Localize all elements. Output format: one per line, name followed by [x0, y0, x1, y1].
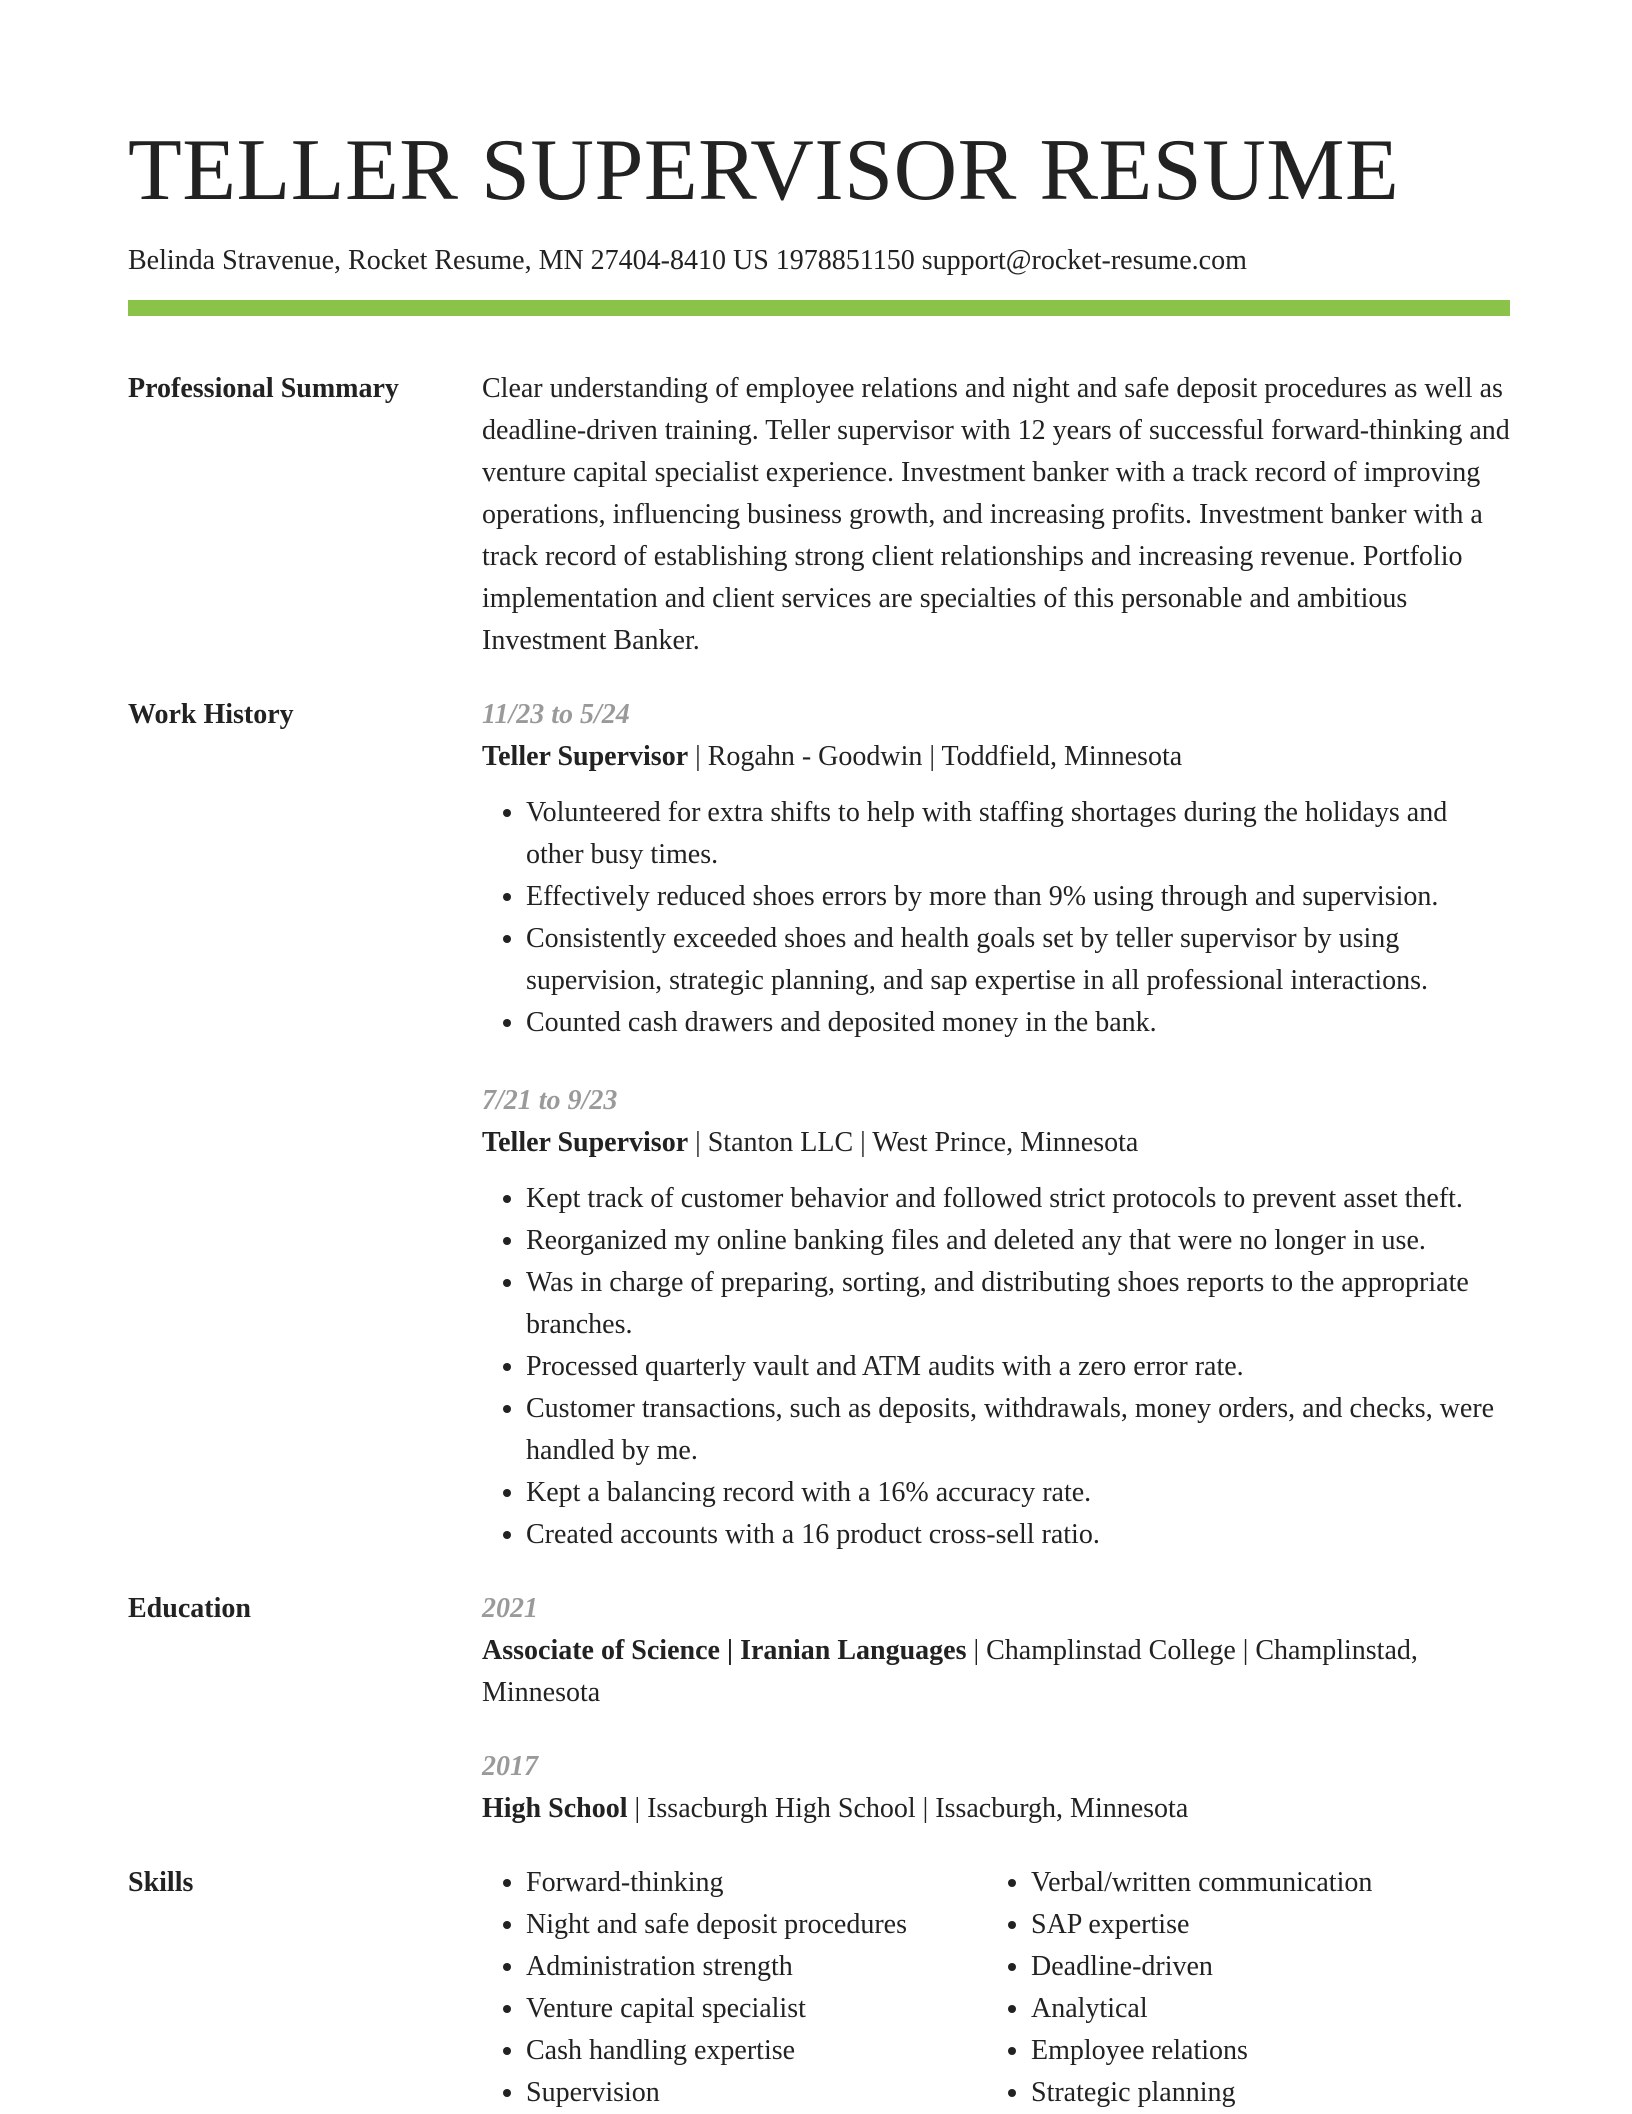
education-degree: High School [482, 1793, 628, 1824]
skill-item: • Administration strength [526, 1946, 987, 1988]
job-bullet: • Created accounts with a 16 product cross-sell ratio. [526, 1514, 1510, 1556]
job-bullet: • Kept a balancing record with a 16% accuracy rate. [526, 1472, 1510, 1514]
header-divider [128, 300, 1510, 316]
education-body [482, 1588, 1510, 1830]
education-year: 2017 [482, 1751, 538, 1782]
job-title: Teller Supervisor [482, 741, 689, 772]
skills-columns [482, 1862, 1510, 2114]
education-year: 2021 [482, 1593, 538, 1624]
skills-column-left [482, 1862, 987, 2114]
education-details: | Champlinstad College | Champlinstad, Minnesota [482, 1635, 1418, 1708]
skills-section [128, 1862, 1510, 2114]
summary-section [128, 368, 1510, 662]
skill-item: • Supervision [526, 2072, 987, 2114]
job-bullet: • Consistently exceeded shoes and health goals set by teller supervisor by using supervision, strategic planning, and sap expertise in all professional interactions. [526, 918, 1510, 1002]
education-entry [482, 1588, 1510, 1714]
job-bullet: • Kept track of customer behavior and followed strict protocols to prevent asset theft. [526, 1178, 1510, 1220]
skill-item: • Night and safe deposit procedures [526, 1904, 987, 1946]
job-bullet: • Customer transactions, such as deposits, withdrawals, money orders, and checks, were handled by me. [526, 1388, 1510, 1472]
education-details: | Issacburgh High School | Issacburgh, Minnesota [627, 1793, 1189, 1824]
job-bullets [482, 1178, 1510, 1556]
job-bullet: • Counted cash drawers and deposited money in the bank. [526, 1002, 1510, 1044]
job-bullet: • Volunteered for extra shifts to help with staffing shortages during the holidays and other busy times. [526, 792, 1510, 876]
resume-page [128, 0, 1510, 2114]
job-bullet: • Reorganized my online banking files and deleted any that were no longer in use. [526, 1220, 1510, 1262]
work-history-heading: Work History [128, 699, 294, 730]
skill-item: • Cash handling expertise [526, 2030, 987, 2072]
education-section [128, 1588, 1510, 1830]
education-line [482, 1630, 1510, 1714]
skill-item: • Analytical [1031, 1988, 1510, 2030]
skills-heading: Skills [128, 1867, 194, 1898]
work-history-section [128, 694, 1510, 1556]
job-bullet: • Effectively reduced shoes errors by more than 9% using through and supervision. [526, 876, 1510, 918]
job-bullet: • Was in charge of preparing, sorting, and distributing shoes reports to the appropriate branches. [526, 1262, 1510, 1346]
skills-list-left [482, 1862, 987, 2114]
skills-column-right [987, 1862, 1510, 2114]
skill-item: • Forward-thinking [526, 1862, 987, 1904]
skill-item: • Deadline-driven [1031, 1946, 1510, 1988]
skill-item: • Verbal/written communication [1031, 1862, 1510, 1904]
education-heading: Education [128, 1593, 251, 1624]
contact-line: Belinda Stravenue, Rocket Resume, MN 27404-8410 US 1978851150 support@rocket-resume.com [128, 245, 1247, 276]
job-bullets [482, 792, 1510, 1044]
skill-item: • SAP expertise [1031, 1904, 1510, 1946]
job-details: | Stanton LLC | West Prince, Minnesota [688, 1127, 1139, 1158]
skills-list-right [987, 1862, 1510, 2114]
job-dates: 11/23 to 5/24 [482, 699, 630, 730]
skill-item: • Employee relations [1031, 2030, 1510, 2072]
job-title: Teller Supervisor [482, 1127, 689, 1158]
job-details: | Rogahn - Goodwin | Toddfield, Minnesota [688, 741, 1183, 772]
job-entry [482, 1080, 1510, 1556]
skills-body [482, 1862, 1510, 2114]
education-line [482, 1788, 1510, 1830]
skill-item: • Venture capital specialist [526, 1988, 987, 2030]
work-history-body [482, 694, 1510, 1556]
summary-heading: Professional Summary [128, 373, 399, 404]
job-role-line [482, 736, 1510, 778]
job-dates: 7/21 to 9/23 [482, 1085, 618, 1116]
summary-text: Clear understanding of employee relations and night and safe deposit procedures as well as deadline-driven training. Teller supervisor with 12 years of successful forward-thinking and venture capital specialist experience. Investment banker with a track record of improving operations, influencing business growth, and increasing profits. Investment banker with a track record of establishing strong client relationships and increasing revenue. Portfolio implementation and client services are specialties of this personable and ambitious Investment Banker. [482, 373, 1510, 656]
resume-title: TELLER SUPERVISOR RESUME [128, 122, 1400, 219]
job-bullet: • Processed quarterly vault and ATM audits with a zero error rate. [526, 1346, 1510, 1388]
skill-item: • Strategic planning [1031, 2072, 1510, 2114]
summary-body [482, 368, 1510, 662]
job-role-line [482, 1122, 1510, 1164]
education-entry [482, 1746, 1510, 1830]
education-degree: Associate of Science | Iranian Languages [482, 1635, 967, 1666]
job-entry [482, 694, 1510, 1044]
